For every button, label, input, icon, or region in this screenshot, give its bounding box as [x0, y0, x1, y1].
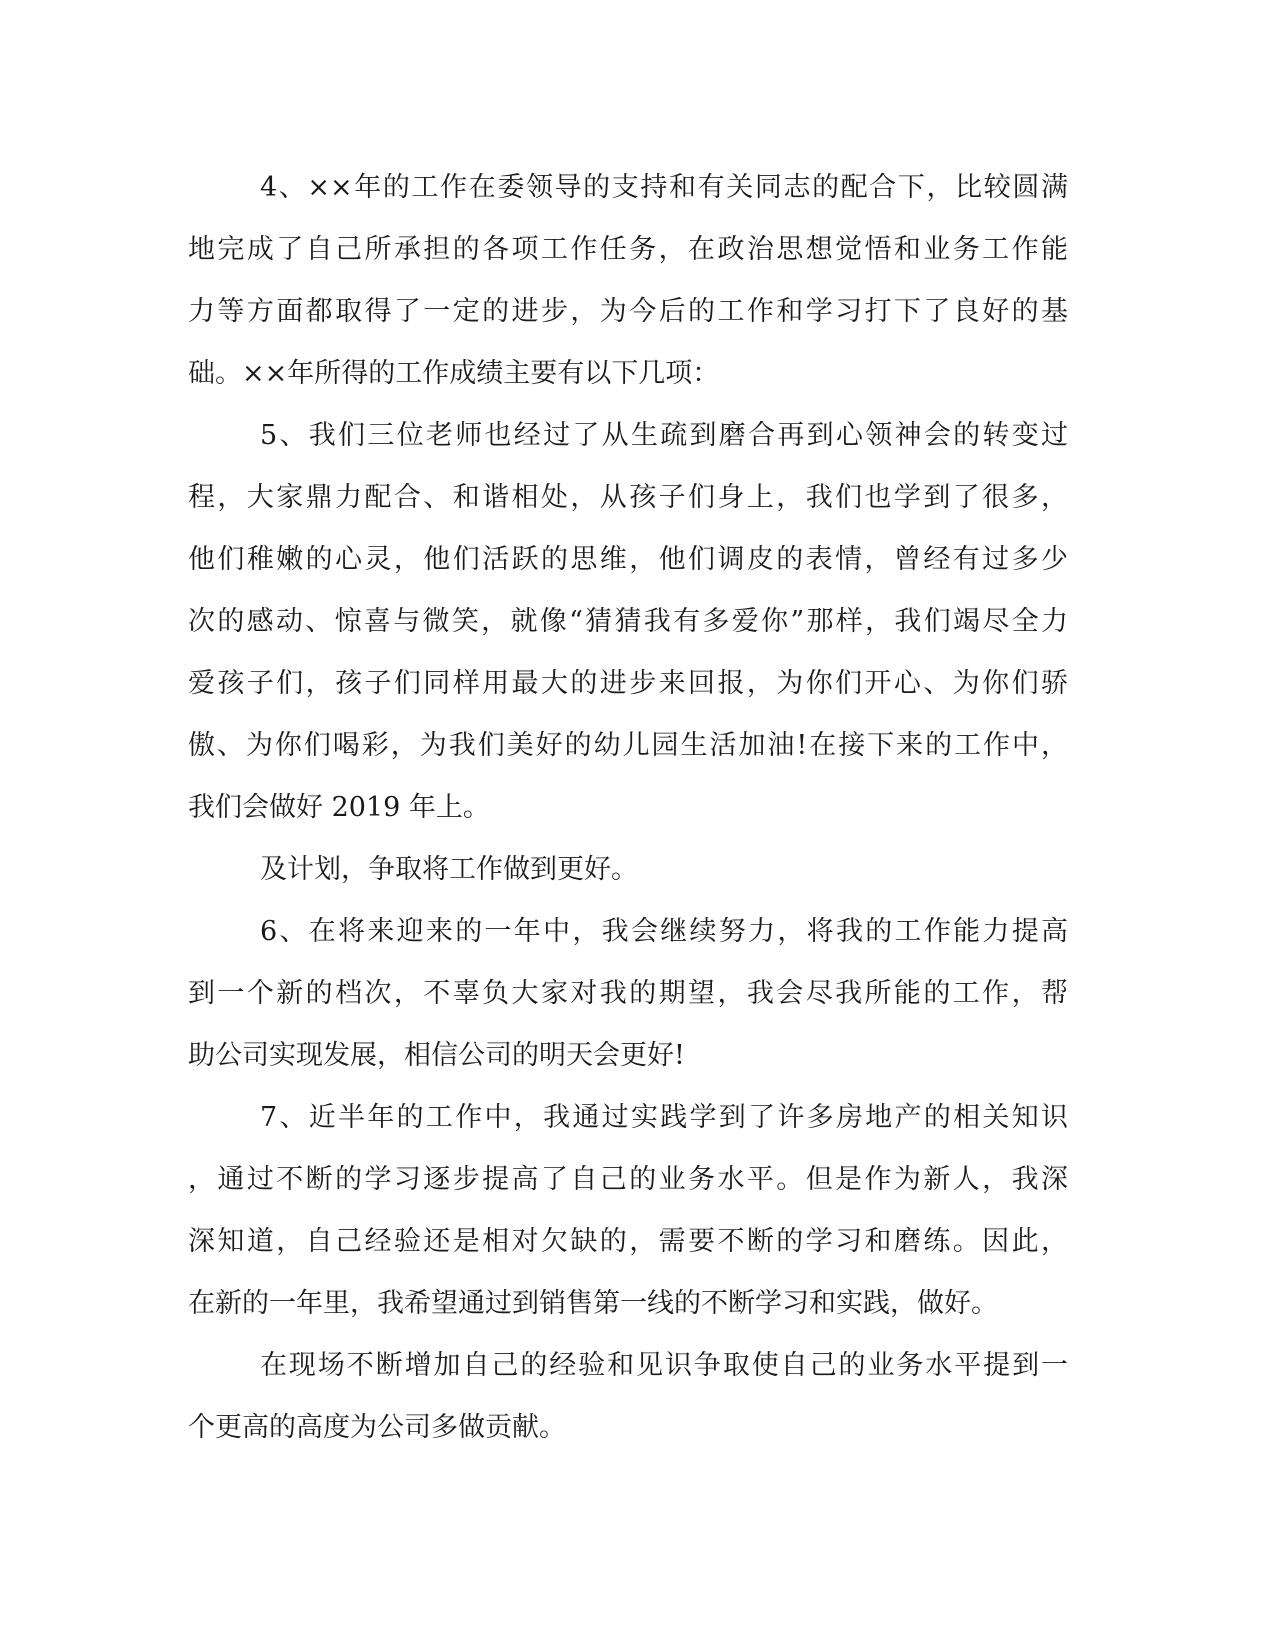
paragraph-7-line-3: 深知道，自己经验还是相对欠缺的，需要不断的学习和磨练。因此， [188, 1226, 1068, 1257]
paragraph-5-line-6: 傲、为你们喝彩，为我们美好的幼儿园生活加油!在接下来的工作中， [188, 730, 1068, 761]
paragraph-5-line-1: 5、我们三位老师也经过了从生疏到磨合再到心领神会的转变过 [260, 420, 1068, 451]
paragraph-6-line-1: 6、在将来迎来的一年中，我会继续努力，将我的工作能力提高 [260, 916, 1068, 947]
paragraph-4-line-3: 力等方面都取得了一定的进步，为今后的工作和学习打下了良好的基 [188, 296, 1068, 327]
paragraph-5-line-7: 我们会做好 2019 年上。 [188, 792, 490, 823]
document-body [188, 157, 1068, 1459]
paragraph-7-line-4: 在新的一年里，我希望通过到销售第一线的不断学习和实践，做好。 [188, 1288, 998, 1319]
paragraph-8-line-2: 个更高的高度为公司多做贡献。 [188, 1412, 566, 1443]
paragraph-6-line-3: 助公司实现发展，相信公司的明天会更好! [188, 1040, 685, 1071]
paragraph-5-line-4: 次的感动、惊喜与微笑，就像“猜猜我有多爱你”那样，我们竭尽全力 [188, 606, 1068, 637]
paragraph-plan-line-1: 及计划，争取将工作做到更好。 [260, 854, 638, 885]
paragraph-7-line-2: ，通过不断的学习逐步提高了自己的业务水平。但是作为新人，我深 [188, 1164, 1068, 1195]
paragraph-4-line-4: 础。××年所得的工作成绩主要有以下几项： [188, 358, 720, 389]
paragraph-5-line-3: 他们稚嫩的心灵，他们活跃的思维，他们调皮的表情，曾经有过多少 [188, 544, 1068, 575]
paragraph-6-line-2: 到一个新的档次，不辜负大家对我的期望，我会尽我所能的工作，帮 [188, 978, 1068, 1009]
paragraph-4-line-2: 地完成了自己所承担的各项工作任务，在政治思想觉悟和业务工作能 [188, 234, 1068, 265]
paragraph-4-line-1: 4、××年的工作在委领导的支持和有关同志的配合下，比较圆满 [260, 172, 1068, 203]
paragraph-8-line-1: 在现场不断增加自己的经验和见识争取使自己的业务水平提到一 [260, 1350, 1068, 1381]
paragraph-5-line-5: 爱孩子们，孩子们同样用最大的进步来回报，为你们开心、为你们骄 [188, 668, 1068, 699]
paragraph-5-line-2: 程，大家鼎力配合、和谐相处，从孩子们身上，我们也学到了很多， [188, 482, 1068, 513]
paragraph-7-line-1: 7、近半年的工作中，我通过实践学到了许多房地产的相关知识 [260, 1102, 1068, 1133]
